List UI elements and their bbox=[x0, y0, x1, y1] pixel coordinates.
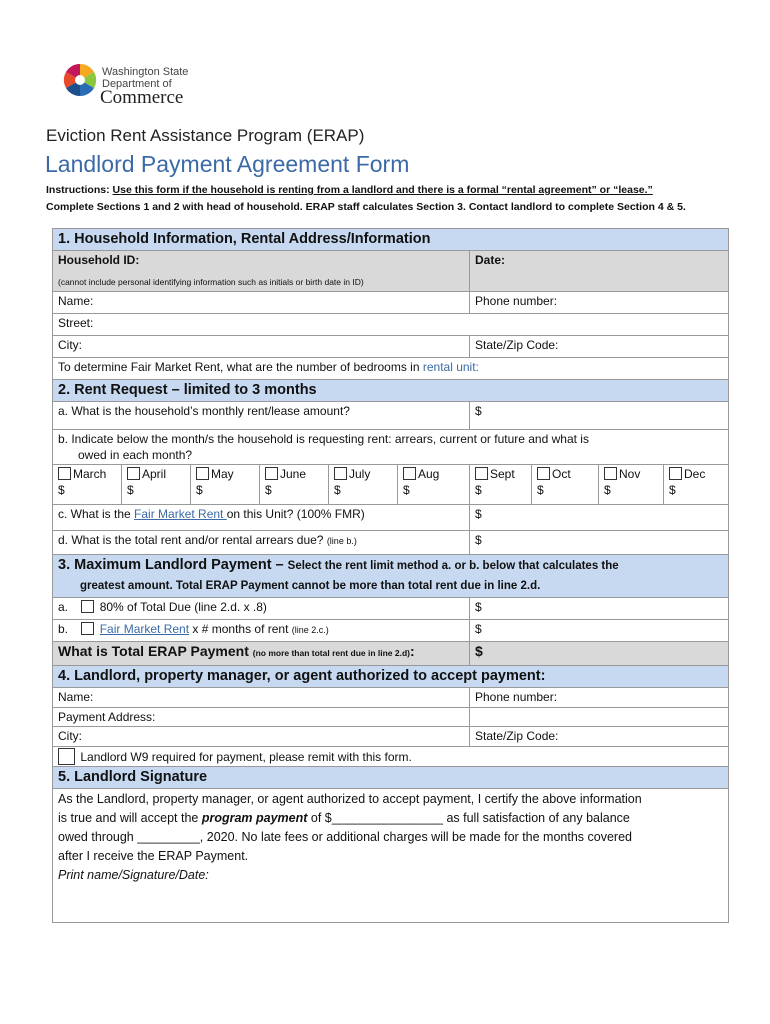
month-checkbox[interactable] bbox=[669, 467, 682, 480]
agreement-form-table bbox=[52, 228, 729, 923]
signature-field[interactable]: Print name/Signature/Date: bbox=[58, 867, 209, 882]
section-3-header bbox=[53, 554, 729, 597]
method-b-amount[interactable]: $ bbox=[470, 619, 729, 641]
month-amount[interactable]: $ bbox=[196, 482, 203, 497]
month-amount[interactable]: $ bbox=[265, 482, 272, 497]
method-a-amount[interactable]: $ bbox=[470, 597, 729, 619]
form-title: Landlord Payment Agreement Form bbox=[45, 151, 410, 177]
bedrooms-field[interactable] bbox=[53, 357, 729, 379]
commerce-logo bbox=[62, 62, 212, 108]
w9-row bbox=[53, 746, 729, 766]
state-zip-field[interactable]: State/Zip Code: bbox=[470, 335, 729, 357]
section-1-header: 1. Household Information, Rental Address/Information bbox=[53, 229, 729, 251]
cert-line-1: As the Landlord, property manager, or agent authorized to accept payment, I certify the above information bbox=[58, 791, 642, 806]
method-a-text: 80% of Total Due (line 2.d. x .8) bbox=[99, 599, 267, 614]
monthly-rent-question: a. What is the household’s monthly rent/lease amount? bbox=[53, 401, 470, 429]
month-amount[interactable]: $ bbox=[604, 482, 611, 497]
month-label: Aug bbox=[418, 466, 440, 481]
month-label: May bbox=[211, 466, 234, 481]
month-amount[interactable]: $ bbox=[58, 482, 65, 497]
month-cell bbox=[599, 464, 664, 504]
cert-line-2c: of $________________ as full satisfaction of any balance bbox=[307, 810, 630, 825]
month-cell bbox=[398, 464, 470, 504]
instructions-line2: Complete Sections 1 and 2 with head of household. ERAP staff calculates Section 3. Contact landlord to complete Section 4 & 5. bbox=[46, 201, 686, 213]
month-label: July bbox=[349, 466, 371, 481]
month-checkbox[interactable] bbox=[127, 467, 140, 480]
month-amount[interactable]: $ bbox=[127, 482, 134, 497]
month-label: April bbox=[142, 466, 167, 481]
total-erap-amount[interactable]: $ bbox=[470, 641, 729, 665]
fmr-question bbox=[53, 504, 470, 530]
month-checkbox[interactable] bbox=[604, 467, 617, 480]
month-cell bbox=[329, 464, 398, 504]
instructions-underlined: Use this form if the household is renting from a landlord and there is a formal “rental agreement” or “lease.” bbox=[112, 184, 653, 196]
month-checkbox[interactable] bbox=[58, 467, 71, 480]
method-b-row bbox=[53, 619, 470, 641]
fmr-question-pre: c. What is the bbox=[58, 506, 135, 521]
landlord-phone-field[interactable]: Phone number: bbox=[470, 687, 729, 707]
household-id-note: (cannot include personal identifying information such as initials or birth date in ID) bbox=[53, 273, 470, 292]
name-field[interactable]: Name: bbox=[53, 291, 470, 313]
section-3-subtitle: Select the rent limit method a. or b. below that calculates the bbox=[287, 559, 619, 572]
month-amount[interactable]: $ bbox=[669, 482, 676, 497]
month-checkbox[interactable] bbox=[403, 467, 416, 480]
logo-line-3: Commerce bbox=[100, 87, 184, 108]
month-label: Sept bbox=[490, 466, 515, 481]
total-due-amount[interactable]: $ bbox=[470, 530, 729, 554]
total-erap-text: What is Total ERAP Payment bbox=[58, 642, 253, 659]
month-amount[interactable]: $ bbox=[537, 482, 544, 497]
city-field[interactable]: City: bbox=[53, 335, 470, 357]
payment-address-blank bbox=[470, 707, 729, 726]
fair-market-rent-link[interactable]: Fair Market Rent bbox=[134, 506, 227, 521]
monthly-rent-amount[interactable]: $ bbox=[470, 401, 729, 429]
method-a-checkbox[interactable] bbox=[81, 600, 94, 613]
bedrooms-question: To determine Fair Market Rent, what are the number of bedrooms in bbox=[58, 359, 423, 374]
total-due-note: (line b.) bbox=[326, 535, 357, 546]
cert-line-3: owed through _________, 2020. No late fees or additional charges will be made for the months covered bbox=[58, 829, 632, 844]
fmr-amount[interactable]: $ bbox=[470, 504, 729, 530]
month-checkbox[interactable] bbox=[196, 467, 209, 480]
month-checkbox[interactable] bbox=[265, 467, 278, 480]
total-erap-colon: : bbox=[410, 642, 415, 659]
method-b-label: b. bbox=[58, 621, 69, 636]
certification-text bbox=[53, 788, 729, 922]
method-b-checkbox[interactable] bbox=[81, 622, 94, 635]
month-checkbox[interactable] bbox=[537, 467, 550, 480]
fmr-question-post: on this Unit? (100% FMR) bbox=[226, 506, 365, 521]
month-amount[interactable]: $ bbox=[475, 482, 482, 497]
program-name: Eviction Rent Assistance Program (ERAP) bbox=[46, 126, 365, 145]
section-2-header: 2. Rent Request – limited to 3 months bbox=[53, 379, 729, 401]
sunburst-logo-icon bbox=[62, 62, 98, 98]
method-a-label: a. bbox=[58, 599, 69, 614]
month-label: Oct bbox=[552, 466, 571, 481]
total-erap-label bbox=[53, 641, 470, 665]
section-3-title: 3. Maximum Landlord Payment – bbox=[58, 556, 288, 573]
month-checkbox[interactable] bbox=[475, 467, 488, 480]
instructions-lead: Instructions: bbox=[46, 184, 113, 196]
method-b-note: (line 2.c.) bbox=[291, 624, 329, 635]
month-cell bbox=[532, 464, 599, 504]
month-cell bbox=[191, 464, 260, 504]
method-b-text: x # months of rent bbox=[189, 621, 292, 636]
month-cell bbox=[53, 464, 122, 504]
month-label: Dec bbox=[684, 466, 706, 481]
month-cell bbox=[470, 464, 532, 504]
month-checkbox[interactable] bbox=[334, 467, 347, 480]
months-question-line1: b. Indicate below the month/s the household is requesting rent: arrears, current or future and what is bbox=[58, 431, 589, 446]
landlord-state-zip-field[interactable]: State/Zip Code: bbox=[470, 726, 729, 746]
logo-line-2: Department of bbox=[102, 78, 172, 90]
section-5-header: 5. Landlord Signature bbox=[53, 766, 729, 788]
date-field[interactable]: Date: bbox=[470, 251, 729, 292]
logo-line-1: Washington State bbox=[102, 66, 189, 78]
method-a-row bbox=[53, 597, 470, 619]
month-cell bbox=[122, 464, 191, 504]
household-id-field[interactable]: Household ID: bbox=[53, 251, 470, 273]
fair-market-rent-link-b[interactable]: Fair Market Rent bbox=[99, 621, 190, 636]
month-amount[interactable]: $ bbox=[334, 482, 341, 497]
cert-line-2 bbox=[58, 809, 723, 828]
month-cell bbox=[664, 464, 729, 504]
month-cell bbox=[260, 464, 329, 504]
months-question bbox=[53, 429, 729, 464]
w9-checkbox[interactable] bbox=[58, 748, 75, 765]
cert-line-4: after I receive the ERAP Payment. bbox=[58, 848, 249, 863]
total-due-text: d. What is the total rent and/or rental arrears due? bbox=[58, 532, 327, 547]
months-question-line2: owed in each month? bbox=[78, 447, 193, 462]
month-label: June bbox=[280, 466, 307, 481]
landlord-city-field[interactable]: City: bbox=[53, 726, 470, 746]
month-label: Nov bbox=[619, 466, 641, 481]
month-label: March bbox=[73, 466, 107, 481]
program-payment-text: program payment bbox=[201, 810, 308, 825]
section-4-header: 4. Landlord, property manager, or agent authorized to accept payment: bbox=[53, 665, 729, 687]
instructions bbox=[46, 182, 746, 216]
cert-line-2a: is true and will accept the bbox=[58, 810, 202, 825]
phone-field[interactable]: Phone number: bbox=[470, 291, 729, 313]
section-3-subtitle-line2: greatest amount. Total ERAP Payment cannot be more than total rent due in line 2.d. bbox=[80, 579, 541, 592]
landlord-name-field[interactable]: Name: bbox=[53, 687, 470, 707]
rental-unit-label: rental unit: bbox=[422, 359, 479, 374]
total-due-question bbox=[53, 530, 470, 554]
total-erap-note: (no more than total rent due in line 2.d) bbox=[252, 647, 411, 658]
payment-address-field[interactable]: Payment Address: bbox=[53, 707, 470, 726]
month-amount[interactable]: $ bbox=[403, 482, 410, 497]
w9-text: Landlord W9 required for payment, please remit with this form. bbox=[80, 749, 412, 764]
street-field[interactable]: Street: bbox=[53, 313, 729, 335]
